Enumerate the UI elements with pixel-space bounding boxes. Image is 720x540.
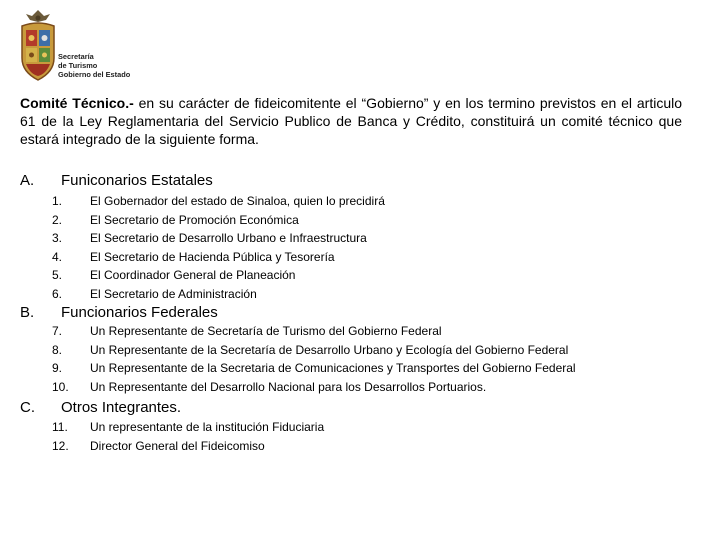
item-text: Director General del Fideicomiso [90, 438, 265, 453]
section-title: Funiconarios Estatales [61, 172, 213, 189]
logo-text [58, 52, 130, 79]
item-number: 9. [52, 361, 63, 376]
section-title: Funcionarios Federales [61, 304, 218, 321]
section-letter: A. [20, 172, 35, 189]
item-number: 12. [52, 438, 69, 453]
section-letter: B. [20, 304, 35, 321]
item-number: 1. [52, 194, 63, 208]
item-text: El Coordinador General de Planeación [90, 268, 296, 283]
item-number: 3. [52, 231, 63, 246]
intro-paragraph [20, 94, 682, 148]
logo-line-1: Secretaría [58, 52, 94, 61]
section-title: Otros Integrantes. [61, 399, 182, 416]
item-number: 6. [52, 286, 63, 301]
item-number: 2. [52, 212, 63, 227]
item-number: 8. [52, 342, 63, 357]
item-text: Un representante de la institución Fiduciaria [90, 420, 325, 434]
intro-lead: Comité Técnico.- [20, 95, 134, 111]
item-text: Un Representante del Desarrollo Nacional para los Desarrollos Portuarios. [90, 379, 487, 394]
item-number: 7. [52, 324, 63, 338]
item-text: El Secretario de Promoción Económica [90, 212, 299, 227]
item-text: Un Representante de Secretaría de Turismo del Gobierno Federal [90, 324, 442, 338]
item-number: 4. [52, 249, 63, 264]
item-number: 10. [52, 379, 69, 394]
item-text: Un Representante de la Secretaría de Desarrollo Urbano y Ecología del Gobierno Federal [90, 342, 569, 357]
item-number: 5. [52, 268, 63, 283]
item-text: Un Representante de la Secretaria de Comunicaciones y Transportes del Gobierno Federal [90, 361, 576, 376]
item-number: 11. [52, 420, 68, 434]
logo-line-3: Gobierno del Estado [58, 70, 131, 79]
logo [16, 8, 166, 86]
intro-text: en su carácter de fideicomitente el “Gobierno” y en los termino previstos en el articulo 61 de la Ley Reglamentaria del Servicio Publico de Banca y Crédito, constituirá un comité técnico que estará integrado de la siguiente forma. [20, 95, 683, 147]
item-text: El Secretario de Desarrollo Urbano e Infraestructura [90, 231, 367, 246]
logo-line-2: de Turismo [58, 61, 98, 70]
item-text: El Secretario de Hacienda Pública y Tesorería [90, 249, 335, 264]
item-text: El Secretario de Administración [90, 286, 257, 301]
coat-of-arms-icon [16, 8, 60, 86]
item-text: El Gobernador del estado de Sinaloa, quien lo precidirá [90, 194, 385, 208]
section-letter: C. [20, 399, 35, 416]
